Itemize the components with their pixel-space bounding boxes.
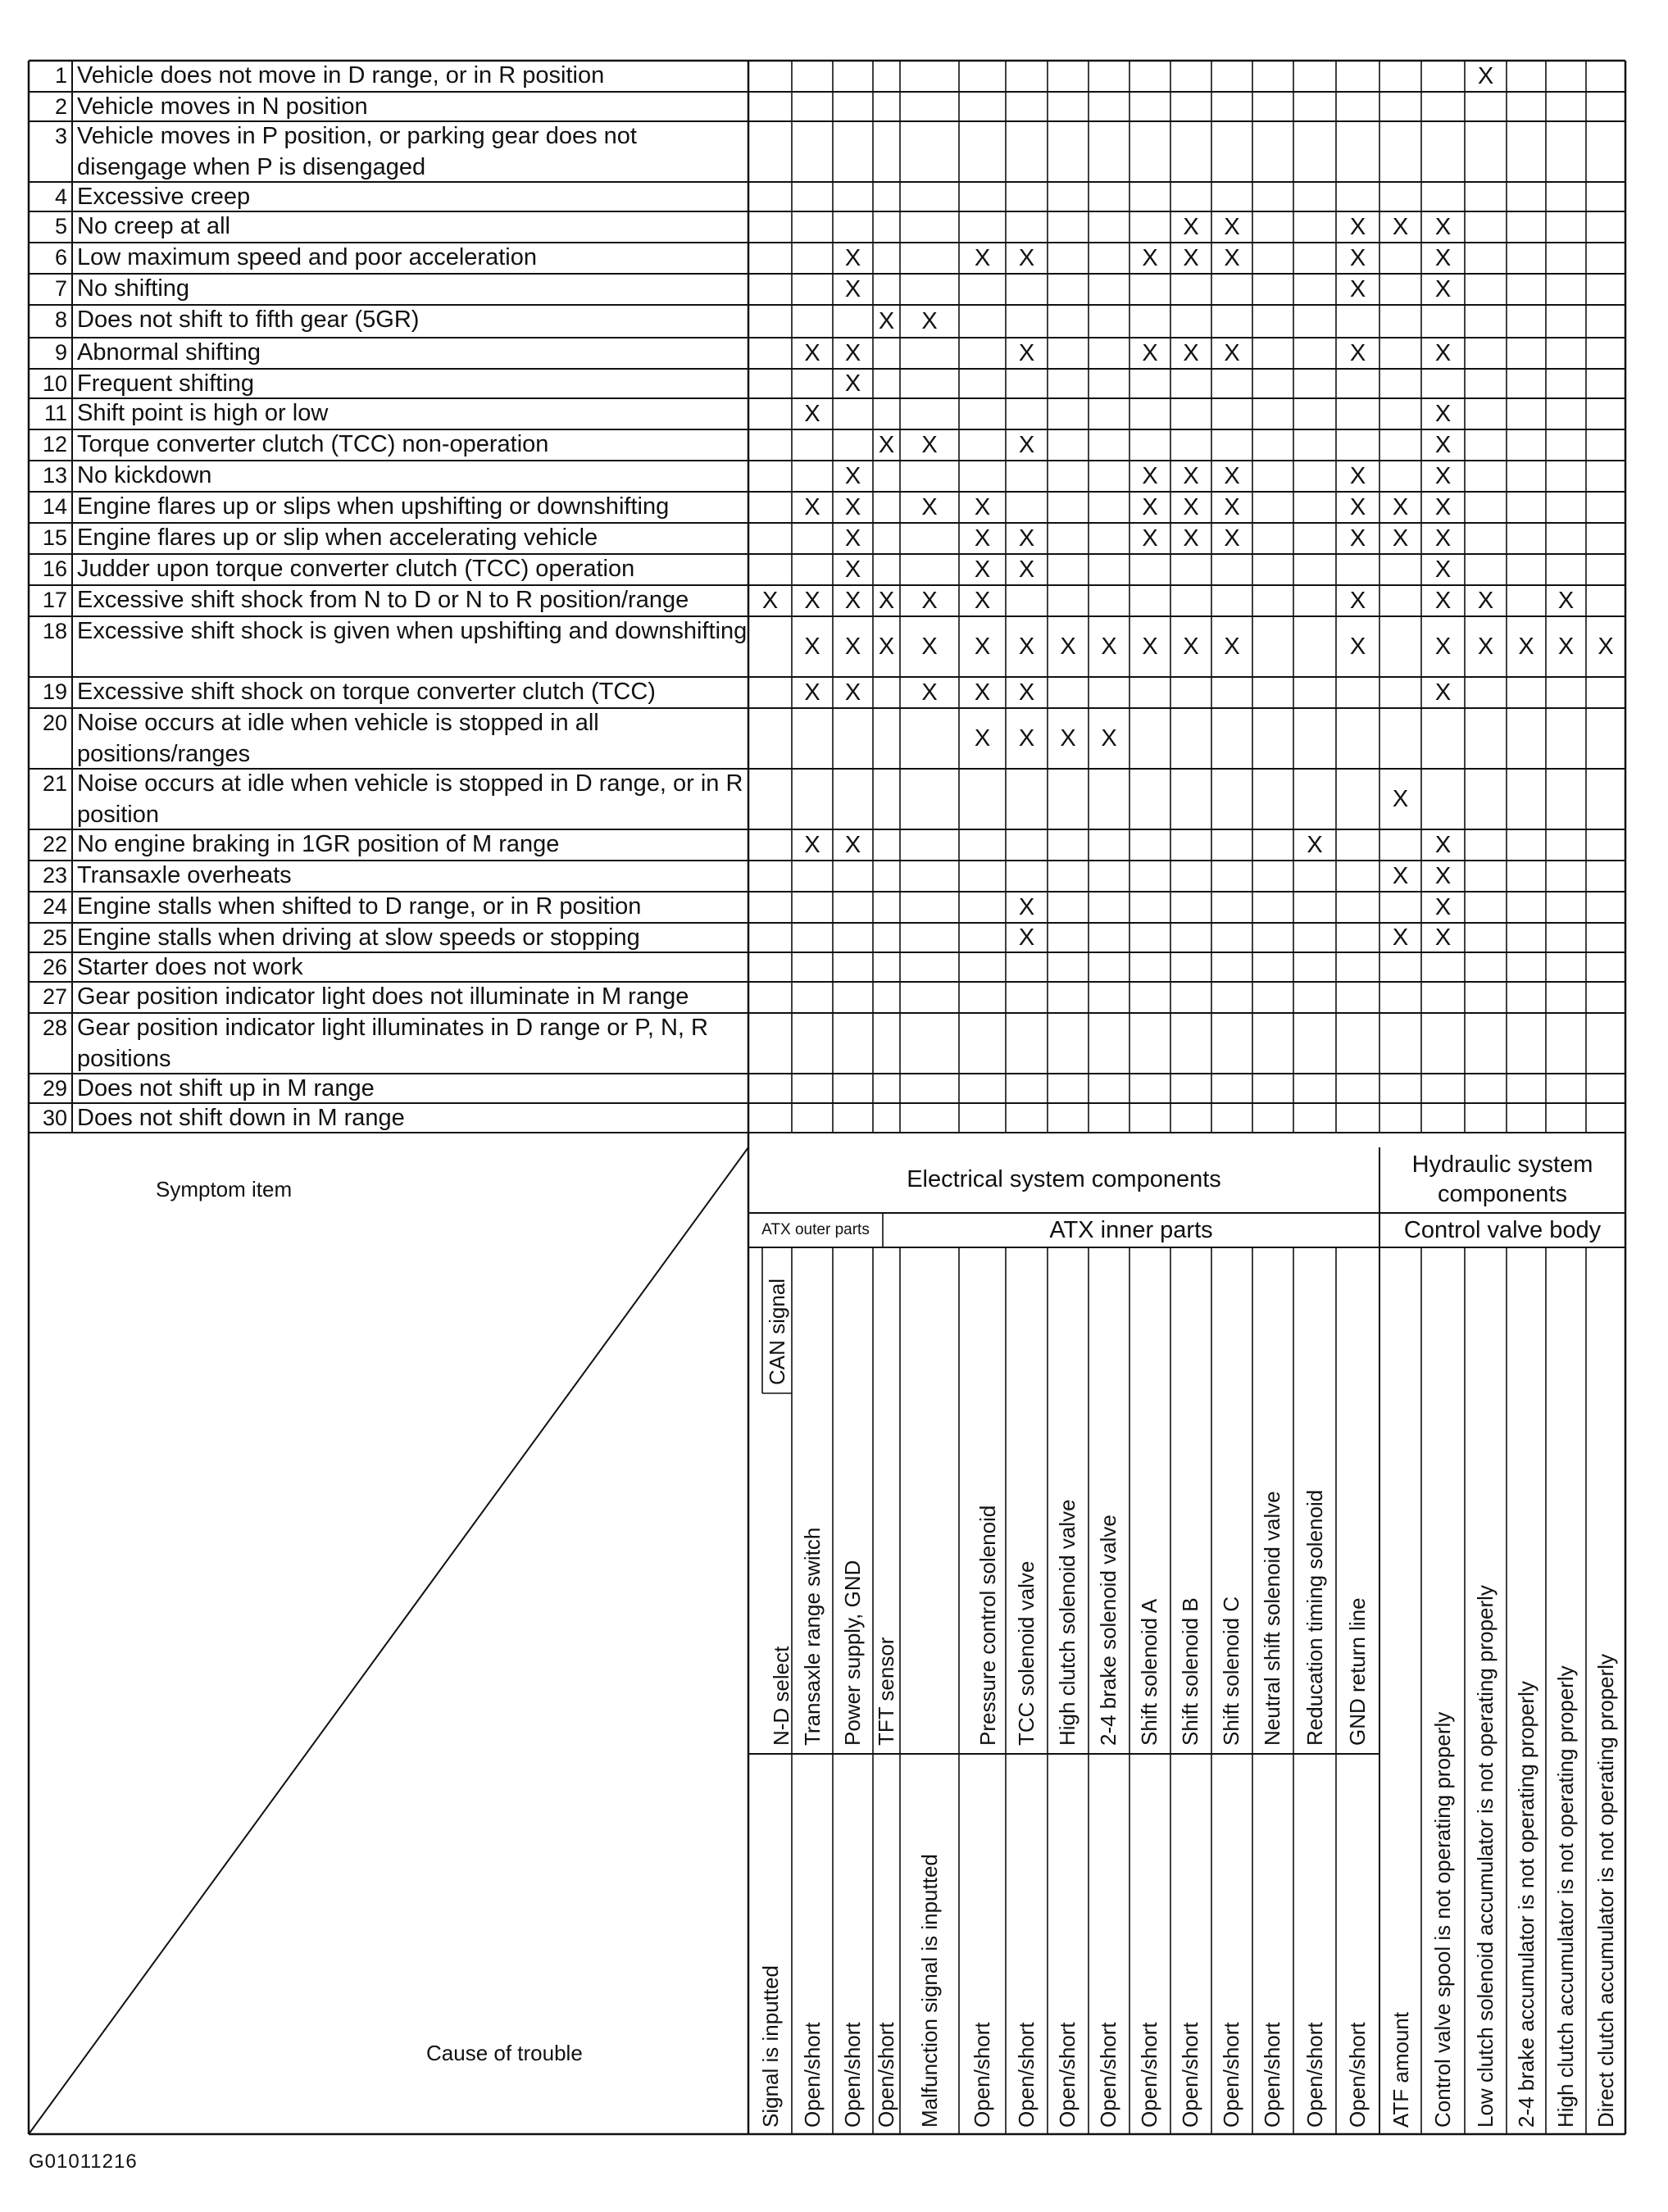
cause-mark: X [1557,587,1575,614]
cause-mark: X [1434,462,1452,489]
cause-mark: X [878,431,895,458]
symptom-text: Vehicle does not move in D range, or in R position [77,62,605,89]
symptom-text: Does not shift up in M range [77,1075,375,1101]
cause-mark: X [974,244,991,271]
cause-mark: X [1224,493,1240,520]
failure-mode: Open/short [970,2022,994,2128]
symptom-text: No kickdown [77,462,212,488]
symptom-text: Noise occurs at idle when vehicle is stopped in D range, or in R position [77,770,743,828]
symptom-number: 6 [54,245,67,270]
symptom-text: Does not shift to fifth gear (5GR) [77,307,420,333]
cause-mark: X [1101,724,1117,752]
cause-mark: X [878,587,895,614]
cause-mark: X [1349,493,1366,520]
component-name: Transaxle range switch [800,1527,825,1746]
symptom-number: 19 [42,679,67,704]
cause-mark: X [844,244,861,271]
symptom-number: 11 [43,401,67,425]
symptom-text: Engine flares up or slip when accelerating vehicle [77,525,598,551]
cause-mark: X [1018,244,1035,271]
cause-mark: X [974,525,991,552]
component-name: Power supply, GND [840,1560,865,1746]
cause-mark: X [1349,244,1366,271]
cause-mark: X [844,462,861,489]
cause-mark: X [1224,213,1240,240]
cause-mark: X [1142,493,1158,520]
failure-mode: Open/short [1219,2022,1243,2128]
cause-mark: X [804,400,820,427]
symptom-number: 26 [42,955,67,979]
cause-mark: X [1434,275,1452,302]
component-name: Neutral shift solenoid valve [1260,1491,1284,1746]
cause-mark: X [844,370,861,397]
cause-mark: X [844,556,861,583]
symptom-text: Abnormal shifting [77,339,261,366]
cause-mark: X [844,275,861,302]
symptom-number: 10 [42,371,67,396]
component-name: 2-4 brake solenoid valve [1096,1515,1120,1746]
cause-mark: X [974,724,991,752]
cause-mark: X [921,587,938,614]
cause-mark: X [1018,924,1035,951]
cause-mark: X [1349,525,1366,552]
cause-mark: X [1477,62,1494,89]
symptom-number: 5 [54,214,67,238]
cause-mark: X [974,493,991,520]
cause-mark: X [1224,525,1240,552]
cause-mark: X [1434,525,1452,552]
symptom-text: Does not shift down in M range [77,1105,405,1131]
component-name: TFT sensor [874,1637,898,1746]
atx-outer-parts-header: ATX outer parts [761,1221,870,1238]
hydraulic-item: ATF amount [1388,2011,1413,2128]
cause-mark: X [974,679,991,706]
cause-mark: X [1183,339,1199,366]
hydraulic-components-header: Hydraulic system components [1411,1151,1593,1207]
cause-mark: X [1183,462,1199,489]
cause-mark: X [1101,633,1117,660]
failure-mode: Open/short [1137,2022,1161,2128]
symptom-number: 12 [42,432,67,456]
symptom-text: Vehicle moves in P position, or parking gear does not disengage when P is disengaged [77,123,637,180]
cause-mark: X [974,556,991,583]
cause-mark: X [1183,213,1199,240]
symptom-number: 17 [42,588,67,612]
cause-mark: X [1142,525,1158,552]
symptom-text: Excessive shift shock from N to D or N to R position/range [77,587,689,613]
cause-mark: X [1349,587,1366,614]
component-name: GND return line [1345,1597,1370,1746]
symptom-text: Vehicle moves in N position [77,93,368,120]
cause-mark: X [1434,493,1452,520]
failure-mode: Malfunction signal is inputted [917,1854,942,2128]
cause-mark: X [1018,431,1035,458]
symptom-number: 23 [42,863,67,888]
symptom-number: 14 [42,494,67,519]
cause-mark: X [1392,862,1409,889]
cause-mark: X [1307,831,1323,858]
cause-mark: X [804,493,820,520]
cause-of-trouble-label: Cause of trouble [426,2041,583,2065]
component-name: TCC solenoid valve [1014,1560,1039,1746]
cause-mark: X [1224,244,1240,271]
cause-mark: X [804,679,820,706]
cause-mark: X [804,339,820,366]
symptom-text: Transaxle overheats [77,862,292,888]
hydraulic-item: Low clutch solenoid accumulator is not operating properly [1473,1585,1498,2128]
cause-mark: X [804,831,820,858]
symptom-text: Excessive shift shock on torque converter clutch (TCC) [77,679,656,705]
symptom-number: 3 [54,124,67,148]
cause-mark: X [1434,587,1452,614]
symptom-number: 2 [54,94,67,119]
cause-mark: X [844,493,861,520]
failure-mode: Open/short [1096,2022,1120,2128]
cause-mark: X [1018,679,1035,706]
cause-mark: X [1018,525,1035,552]
symptom-number: 15 [42,525,67,550]
cause-mark: X [1434,556,1452,583]
cause-mark: X [1183,244,1199,271]
cause-mark: X [1392,525,1409,552]
cause-mark: X [1477,633,1494,660]
cause-mark: X [844,587,861,614]
cause-mark: X [1598,633,1614,660]
figure-id: G01011216 [29,2151,138,2173]
symptom-number: 4 [54,184,67,209]
symptom-number: 28 [42,1015,67,1040]
cause-mark: X [1434,679,1452,706]
cause-mark: X [974,587,991,614]
cause-mark: X [1142,339,1158,366]
symptom-number: 9 [54,340,67,365]
cause-mark: X [1349,275,1366,302]
cause-mark: X [1018,339,1035,366]
symptom-text: Excessive creep [77,184,251,210]
component-name: N-D select [769,1646,793,1746]
cause-mark: X [1434,431,1452,458]
cause-mark: X [1434,633,1452,660]
cause-mark: X [878,307,895,334]
cause-mark: X [1518,633,1534,660]
cause-mark: X [878,633,895,660]
symptom-number: 20 [42,711,67,735]
symptom-text: Engine flares up or slips when upshifting or downshifting [77,493,670,520]
cause-mark: X [921,493,938,520]
symptom-text: Torque converter clutch (TCC) non-operation [77,431,549,457]
cause-mark: X [1434,339,1452,366]
symptom-text: No creep at all [77,213,230,239]
symptom-number: 27 [42,984,67,1009]
cause-mark: X [1224,633,1240,660]
failure-mode: Open/short [1014,2022,1039,2128]
component-name: Reducation timing solenoid [1302,1489,1327,1746]
cause-mark: X [1018,724,1035,752]
symptom-number: 18 [42,619,67,643]
symptom-text: Frequent shifting [77,370,255,397]
symptom-text: No shifting [77,275,190,302]
component-name: Pressure control solenoid [975,1505,1000,1746]
symptom-text: Low maximum speed and poor acceleration [77,244,537,270]
can-signal-label: CAN signal [765,1278,789,1385]
cause-mark: X [1434,400,1452,427]
failure-mode: Open/short [800,2022,825,2128]
symptom-item-label: Symptom item [156,1177,293,1201]
failure-mode: Open/short [840,2022,865,2128]
cause-mark: X [804,633,820,660]
symptom-text: Gear position indicator light illuminates in D range or P, N, R positions [77,1015,708,1072]
cause-mark: X [1142,633,1158,660]
cause-mark: X [1018,893,1035,920]
hydraulic-item: Direct clutch accumulator is not operating properly [1593,1653,1618,2128]
cause-mark: X [1434,924,1452,951]
failure-mode: Signal is inputted [758,1964,783,2128]
failure-mode: Open/short [1345,2022,1370,2128]
failure-mode: Open/short [1260,2022,1284,2128]
cause-mark: X [1477,587,1494,614]
cause-mark: X [1142,244,1158,271]
hydraulic-item: 2-4 brake accumulator is not operating properly [1514,1681,1538,2128]
cause-mark: X [921,633,938,660]
cause-mark: X [844,525,861,552]
symptom-number: 22 [42,832,67,856]
cause-mark: X [1060,633,1076,660]
symptom-number: 1 [54,63,67,88]
cause-mark: X [1434,831,1452,858]
cause-mark: X [844,831,861,858]
symptom-text: Shift point is high or low [77,400,329,426]
cause-mark: X [921,431,938,458]
symptom-text: No engine braking in 1GR position of M range [77,831,560,857]
failure-mode: Open/short [874,2022,898,2128]
cause-mark: X [1434,213,1452,240]
failure-mode: Open/short [1055,2022,1079,2128]
cause-mark: X [974,633,991,660]
diagonal-line [29,1147,748,2134]
cause-mark: X [1142,462,1158,489]
cause-mark: X [1434,893,1452,920]
cause-mark: X [1392,493,1409,520]
symptom-text: Judder upon torque converter clutch (TCC) operation [77,556,635,582]
symptom-number: 24 [42,894,67,919]
control-valve-body-header: Control valve body [1403,1216,1602,1243]
cause-mark: X [804,587,820,614]
cause-mark: X [1349,633,1366,660]
cause-mark: X [1434,244,1452,271]
cause-mark: X [1018,633,1035,660]
cause-mark: X [1224,339,1240,366]
cause-mark: X [1183,493,1199,520]
symptom-number: 16 [42,556,67,581]
symptom-number: 25 [42,925,67,950]
cause-mark: X [921,679,938,706]
component-name: High clutch solenoid valve [1055,1499,1079,1746]
symptom-text: Noise occurs at idle when vehicle is stopped in all positions/ranges [77,710,599,767]
cause-mark: X [844,339,861,366]
failure-mode: Open/short [1178,2022,1202,2128]
cause-mark: X [1349,213,1366,240]
symptom-text: Engine stalls when shifted to D range, or in R position [77,893,642,920]
cause-mark: X [844,633,861,660]
cause-mark: X [1349,462,1366,489]
cause-mark: X [1392,213,1409,240]
cause-mark: X [1224,462,1240,489]
cause-mark: X [1557,633,1575,660]
electrical-components-header: Electrical system components [907,1165,1221,1192]
cause-mark: X [1060,724,1076,752]
failure-mode: Open/short [1302,2022,1327,2128]
hydraulic-item: High clutch accumulator is not operating properly [1553,1665,1578,2128]
cause-mark: X [1392,924,1409,951]
symptom-text: Gear position indicator light does not illuminate in M range [77,983,689,1010]
cause-mark: X [761,587,779,614]
cause-mark: X [844,679,861,706]
symptom-text: Engine stalls when driving at slow speeds or stopping [77,924,640,951]
symptom-text: Starter does not work [77,954,303,980]
symptom-number: 29 [42,1076,67,1101]
symptom-text: Excessive shift shock is given when upshifting and downshifting [77,618,748,644]
cause-mark: X [1434,862,1452,889]
component-name: Shift solenoid A [1137,1598,1161,1746]
symptom-number: 8 [54,307,67,332]
symptom-number: 13 [42,463,67,488]
cause-mark: X [921,307,938,334]
component-name: Shift solenoid C [1219,1596,1243,1746]
symptom-number: 7 [54,276,67,301]
cause-mark: X [1183,525,1199,552]
hydraulic-item: Control valve spool is not operating properly [1430,1711,1455,2128]
symptom-number: 21 [42,771,67,796]
cause-mark: X [1392,785,1409,812]
symptom-number: 30 [42,1106,67,1130]
component-name: Shift solenoid B [1178,1597,1202,1746]
atx-inner-parts-header: ATX inner parts [1049,1216,1213,1243]
cause-mark: X [1183,633,1199,660]
cause-mark: X [1018,556,1035,583]
cause-mark: X [1349,339,1366,366]
